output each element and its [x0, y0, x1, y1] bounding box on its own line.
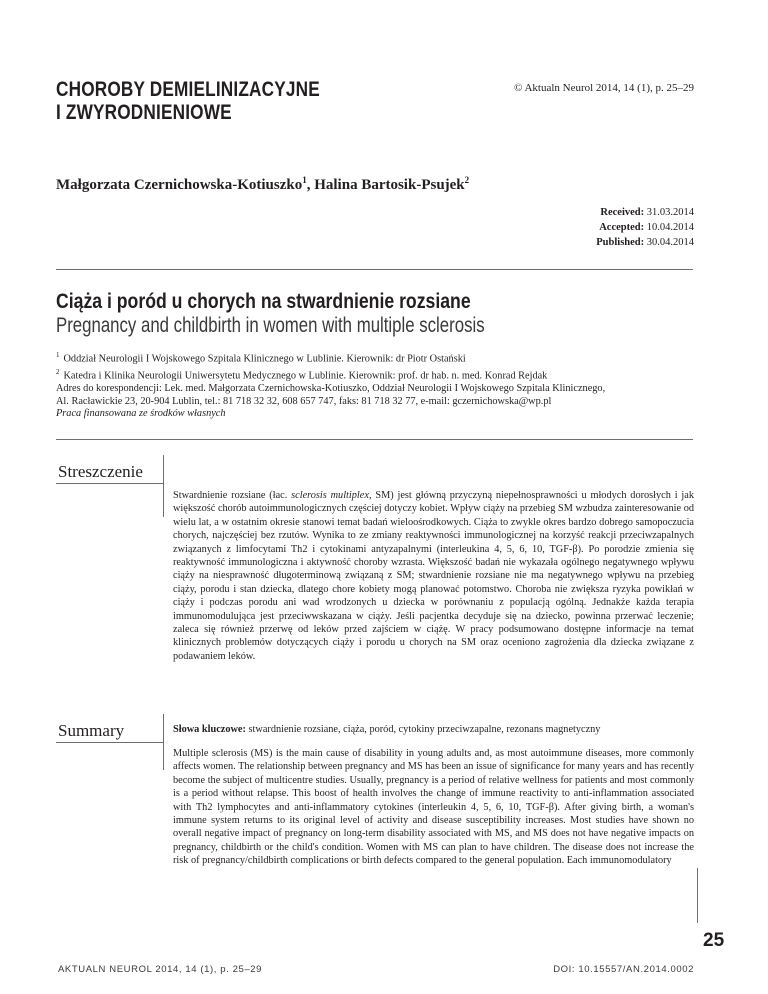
footer-journal: AKTUALN NEUROL 2014, 14 (1), p. 25–29: [58, 964, 263, 975]
footer-doi: DOI: 10.15557/AN.2014.0002: [553, 964, 694, 975]
funding-note: Praca finansowana ze środków własnych: [56, 408, 226, 420]
page-rule-vertical: [697, 868, 698, 923]
section-title: CHOROBY DEMIELINIZACYJNE I ZWYRODNIENIOWE: [56, 78, 320, 124]
keywords: Słowa kluczowe: stwardnienie rozsiane, ciąża, poród, cytokiny przeciwzapalne, rezonans magnetyczny: [173, 724, 601, 735]
heading-rule-horizontal: [56, 483, 164, 484]
citation: © Aktualn Neurol 2014, 14 (1), p. 25–29: [513, 82, 694, 94]
divider: [56, 269, 693, 270]
summary-heading: Summary: [58, 721, 125, 740]
streszczenie-text: Stwardnienie rozsiane (łac. sclerosis multiplex, SM) jest główną przyczyną niepełnosprawności u młodych dorosłych i jak większość chorób autoimmunologicznych częściej dotyczy kobiet. Wpływ ciąży na przebieg SM wzbudza zainteresowanie od wielu lat, a w ostatnim okresie stanowi temat badań wieloośrodkowych. Ciąża to zwykle okres bardzo dobrego samopoczucia chorych, najczęściej bez rzutów. Wynika to ze zmiany reaktywności immunologicznej na korzyść reakcji przeciwzapalnych związanych z limfocytami Th2 i cytokinami antyzapalnymi (interleukina 4, 5, 6, 10, TGF-β). Po porodzie zmienia się reaktywność immunologiczna i aktywność choroby wzrasta. Większość badań nie wykazała ogólnego negatywnego wpływu ciąży na niesprawność długoterminową związaną z SM; stwardnienie rozsiane nie ma negatywnego wpływu na przebieg ciąży, porodu i stan dziecka, dlatego chore kobiety mogą planować potomstwo. Choroba nie zwiększa ryzyka powikłań w ciąży i podczas porodu ani wad wrodzonych u dziecka w porównaniu z populacją ogólną. Jednakże każda terapia immunomodulująca jest przeciwwskazana w ciąży. Jeśli pacjentka decyduje się na dziecko, powinna przerwać leczenie; zaleca się również przerwę od leków przed zajściem w ciążę. W pracy podsumowano dostępne informacje na temat klinicznych problemów dotyczących ciąży i porodu u chorych na SM oraz oceniono zagrożenia dla dziecka związane z podawaniem leków.: [173, 490, 694, 662]
divider: [56, 439, 693, 440]
title-polish: Ciąża i poród u chorych na stwardnienie rozsiane: [56, 290, 471, 313]
author-1: Małgorzata Czernichowska-Kotiuszko: [56, 177, 303, 193]
summary-text: Multiple sclerosis (MS) is the main cause of disability in young adults and, as most autoimmune diseases, more commonly affects women. The relationship between pregnancy and MS has been an issue of significance for many years and has recently become the subject of multicentre studies. Usually, pregnancy is a period of relative wellness for patients and most commonly is a period without relapse. This boost of health involves the change of immune reactivity to anti-inflammation associated with Th2 lymphocytes and anti-inflammatory cytokines (interleukin 4, 5, 6, 10, TGF-β). After giving birth, a woman's immune system returns to its original level of activity and disease susceptibility increases. Most studies have shown no overall negative impact of pregnancy on long-term disability associated with MS, and MS does not have negative impacts on pregnancy, childbirth or the child's condition. Women with MS can plan to have children. The disease does not increase the risk of pregnancy/childbirth complications or birth defects compared to the general population. Each immunomodulatory: [173, 748, 694, 867]
article-dates: Received: 31.03.2014 Accepted: 10.04.2014 Published: 30.04.2014: [596, 207, 694, 248]
authors: Małgorzata Czernichowska-Kotiuszko$^1$, Halina Bartosik-Psujek$^2$: [56, 175, 470, 193]
streszczenie-heading: Streszczenie: [58, 462, 143, 481]
heading-rule-horizontal: [56, 742, 164, 743]
author-2: Halina Bartosik-Psujek: [314, 177, 465, 193]
affiliations: $^1$ Oddział Neurologii I Wojskowego Szpitala Klinicznego w Lublinie. Kierownik: dr Piotr Ostański $^2$ Katedra i Klinika Neurologii Uniwersytetu Medycznego w Lublinie. Kierownik: prof. dr hab. n. med. Konrad Rejdak Adres do korespondencji: Lek. med. Małgorzata Czernichowska-Kotiuszko, Oddział Neurologii I Wojskowego Szpitala Klinicznego, Al. Racławickie 23, 20-904 Lublin, tel.: 81 718 32 32, 608 657 747, faks: 81 718 32 77, e-mail: gczernichowska@wp.pl Praca finansowana ze środków własnych: [56, 349, 696, 421]
heading-rule-vertical: [163, 455, 164, 517]
page-number: 25: [703, 930, 725, 951]
title-english: Pregnancy and childbirth in women with multiple sclerosis: [56, 314, 485, 337]
